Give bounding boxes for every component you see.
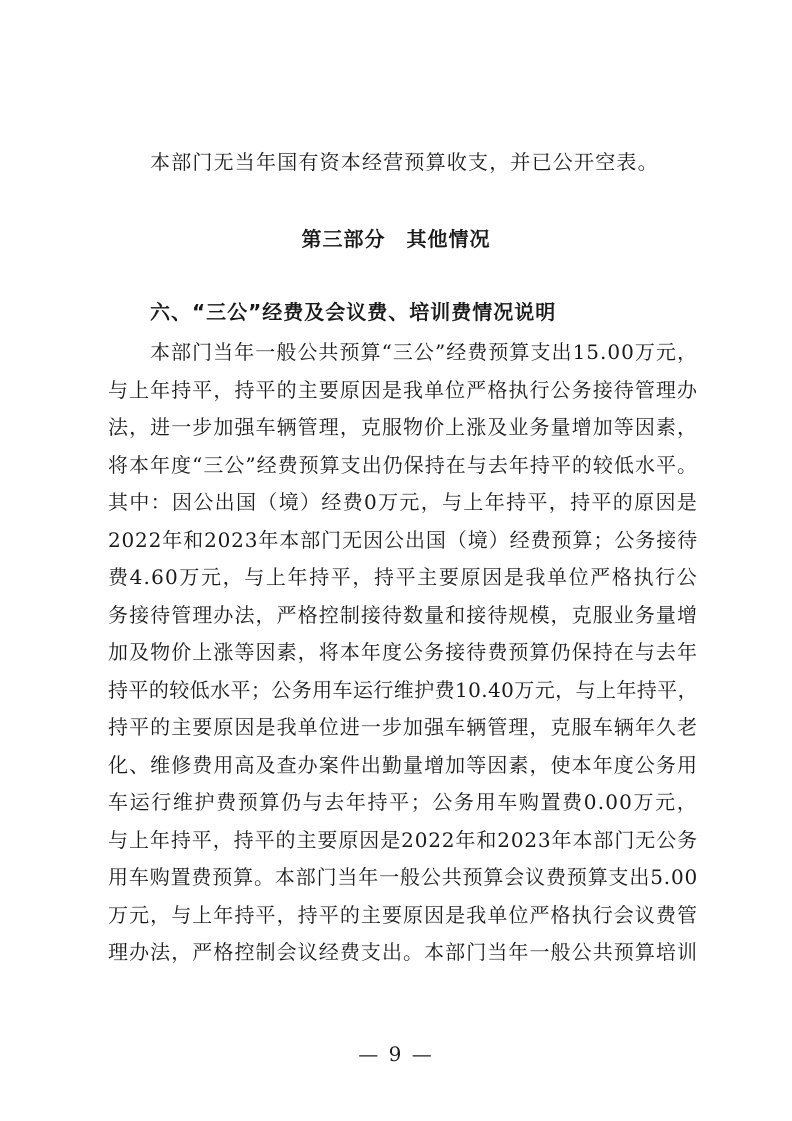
body-line: 理办法，严格控制会议经费支出。本部门当年一般公共预算培训 (108, 940, 698, 964)
body-line: 将本年度“三公”经费预算支出仍保持在与去年持平的较低水平。 (108, 453, 698, 477)
body-line: 2022年和2023年本部门无因公出国（境）经费预算；公务接待 (108, 528, 698, 552)
body-line: 化、维修费用高及查办案件出勤量增加等因素，使本年度公务用 (108, 753, 698, 777)
body-line: 万元，与上年持平，持平的主要原因是我单位严格执行会议费管 (108, 903, 698, 927)
body-line: 与上年持平，持平的主要原因是我单位严格执行公务接待管理办 (108, 378, 698, 402)
part-title: 第三部分 其他情况 (301, 227, 491, 251)
body-line: 务接待管理办法，严格控制接待数量和接待规模，克服业务量增 (108, 603, 698, 627)
body-line: 加及物价上涨等因素，将本年度公务接待费预算仍保持在与去年 (108, 640, 698, 664)
body-line: 法，进一步加强车辆管理，克服物价上涨及业务量增加等因素， (108, 415, 698, 439)
body-line: 与上年持平，持平的主要原因是2022年和2023年本部门无公务 (108, 828, 698, 852)
body-line: 持平的主要原因是我单位进一步加强车辆管理，克服车辆年久老 (108, 715, 698, 739)
body-line: 其中：因公出国（境）经费0万元，与上年持平，持平的原因是 (108, 490, 698, 514)
body-line: 车运行维护费预算仍与去年持平；公务用车购置费0.00万元， (108, 790, 698, 814)
body-line: 持平的较低水平；公务用车运行维护费10.40万元，与上年持平， (108, 678, 698, 702)
body-line: 本部门当年一般公共预算“三公”经费预算支出15.00万元， (150, 340, 698, 364)
body-line: 费4.60万元，与上年持平，持平主要原因是我单位严格执行公 (108, 565, 698, 589)
page-number: — 9 — (358, 1042, 434, 1066)
body-line: 用车购置费预算。本部门当年一般公共预算会议费预算支出5.00 (108, 865, 698, 889)
section-title: 六、“三公”经费及会议费、培训费情况说明 (150, 300, 557, 324)
intro-paragraph: 本部门无当年国有资本经营预算收支，并已公开空表。 (150, 150, 659, 174)
